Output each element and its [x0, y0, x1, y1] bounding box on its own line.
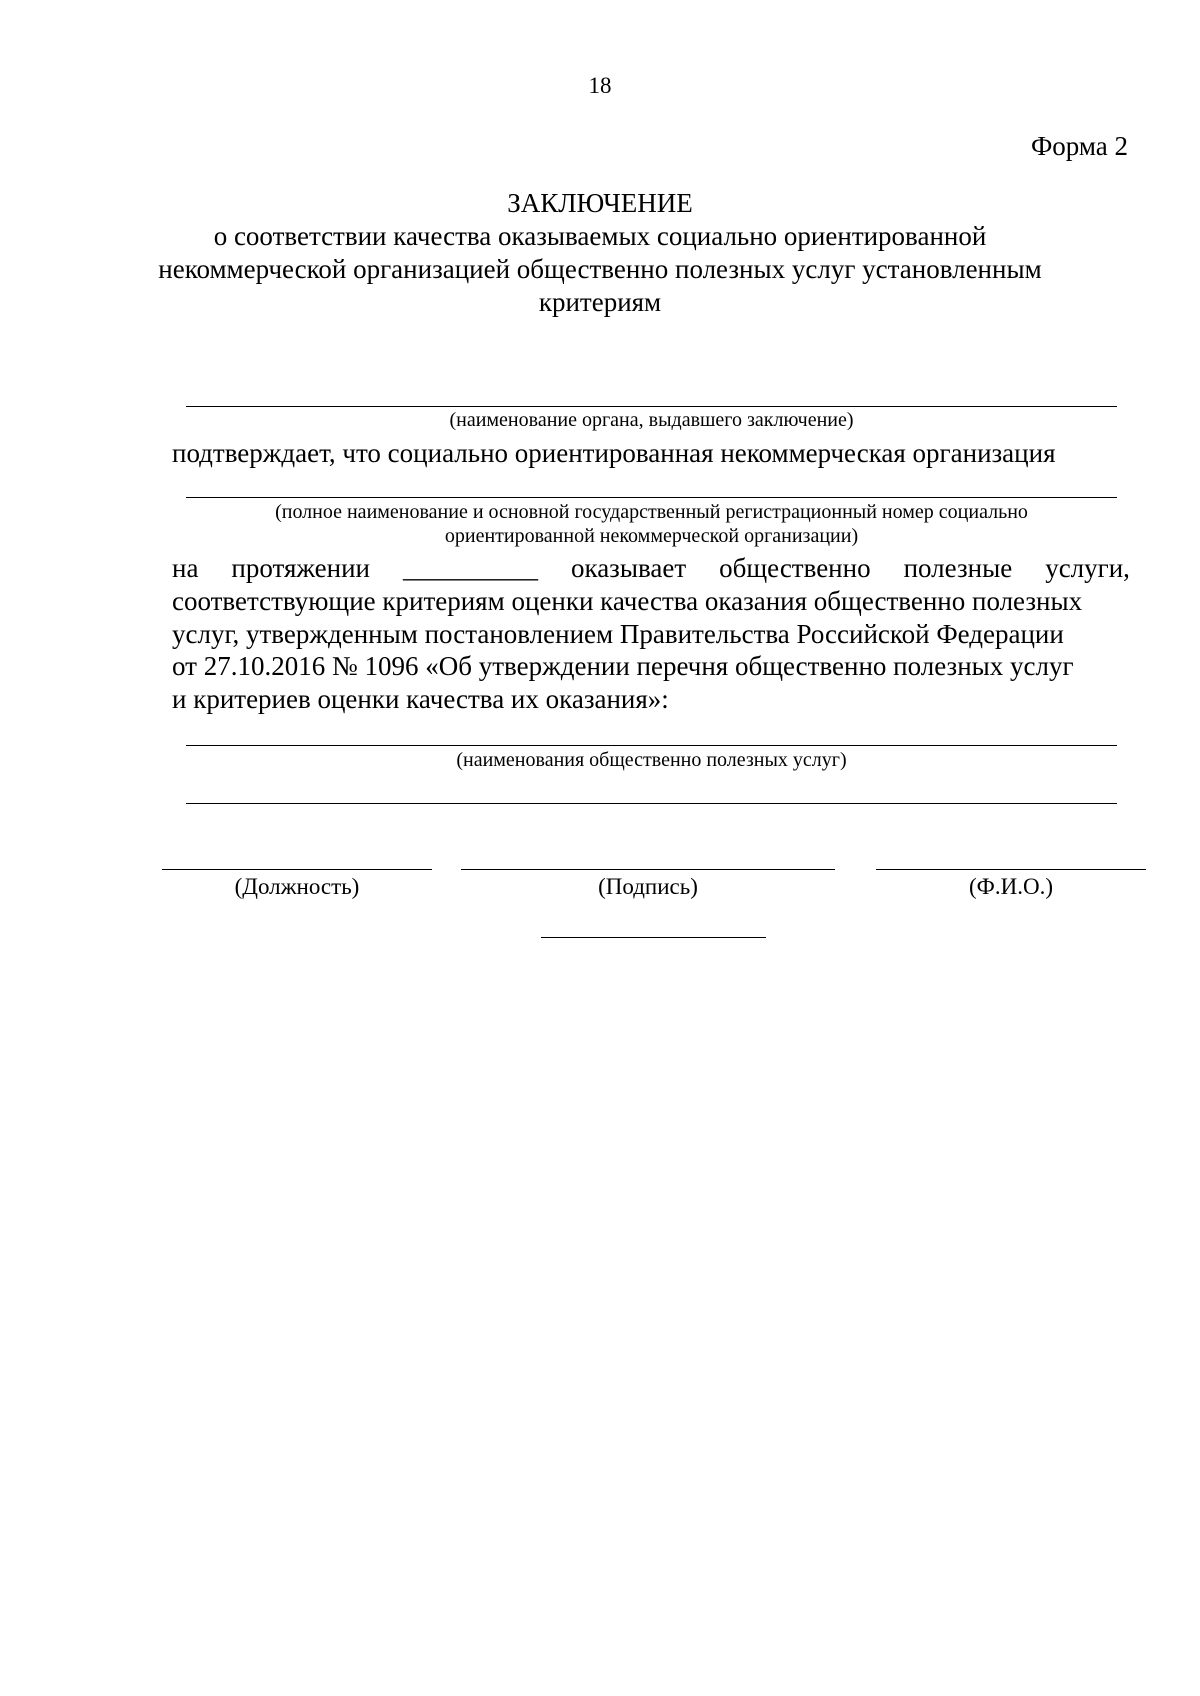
authority-name-line: [186, 406, 1117, 407]
position-line: [162, 869, 432, 870]
position-label: (Должность): [234, 874, 360, 899]
body-line-5: и критериев оценки качества их оказания»:: [172, 684, 669, 715]
title-line-2: некоммерческой организацией общественно полезных услуг установленным: [158, 254, 1042, 284]
full-name-line: [876, 869, 1146, 870]
body-word-obshchestvenno: общественно: [719, 553, 871, 583]
services-caption: (наименования общественно полезных услуг): [456, 749, 847, 771]
confirms-text: подтверждает, что социально ориентированная некоммерческая организация: [172, 438, 1056, 468]
page-number: 18: [588, 73, 612, 98]
organization-name-line: [186, 497, 1117, 498]
body-line-1: [172, 552, 1130, 585]
body-paragraph: [172, 552, 1130, 716]
body-line-4: от 27.10.2016 № 1096 «Об утверждении перечня общественно полезных услуг: [172, 651, 1074, 682]
signature-line: [461, 869, 835, 870]
title-heading: ЗАКЛЮЧЕНИЕ: [507, 188, 693, 218]
body-word-uslugi: услуги,: [1045, 553, 1130, 583]
organization-caption-line-1: (полное наименование и основной государственный регистрационный номер социально: [275, 501, 1028, 523]
document-title: [150, 187, 1050, 319]
organization-caption: [186, 500, 1117, 548]
body-word-na: на: [172, 553, 199, 583]
title-line-1: о соответствии качества оказываемых социально ориентированной: [213, 221, 987, 251]
period-blank: __________: [403, 553, 538, 583]
authority-caption: (наименование органа, выдавшего заключение): [449, 409, 854, 431]
form-label: Форма 2: [1030, 131, 1128, 161]
full-name-label: (Ф.И.О.): [969, 874, 1053, 899]
body-word-protyazhenii: протяжении: [231, 553, 371, 583]
body-word-poleznye: полезные: [903, 553, 1013, 583]
services-line: [186, 745, 1117, 746]
title-line-3: критериям: [538, 287, 662, 317]
signature-label: (Подпись): [598, 874, 698, 899]
body-word-okazyvaet: оказывает: [570, 553, 687, 583]
body-line-2: соответствующие критериям оценки качества оказания общественно полезных: [172, 585, 1083, 616]
services-line-2: [186, 803, 1117, 804]
closing-divider: [541, 937, 766, 938]
body-line-3: услуг, утвержденным постановлением Правительства Российской Федерации: [172, 618, 1064, 649]
organization-caption-line-2: ориентированной некоммерческой организации): [444, 525, 859, 547]
